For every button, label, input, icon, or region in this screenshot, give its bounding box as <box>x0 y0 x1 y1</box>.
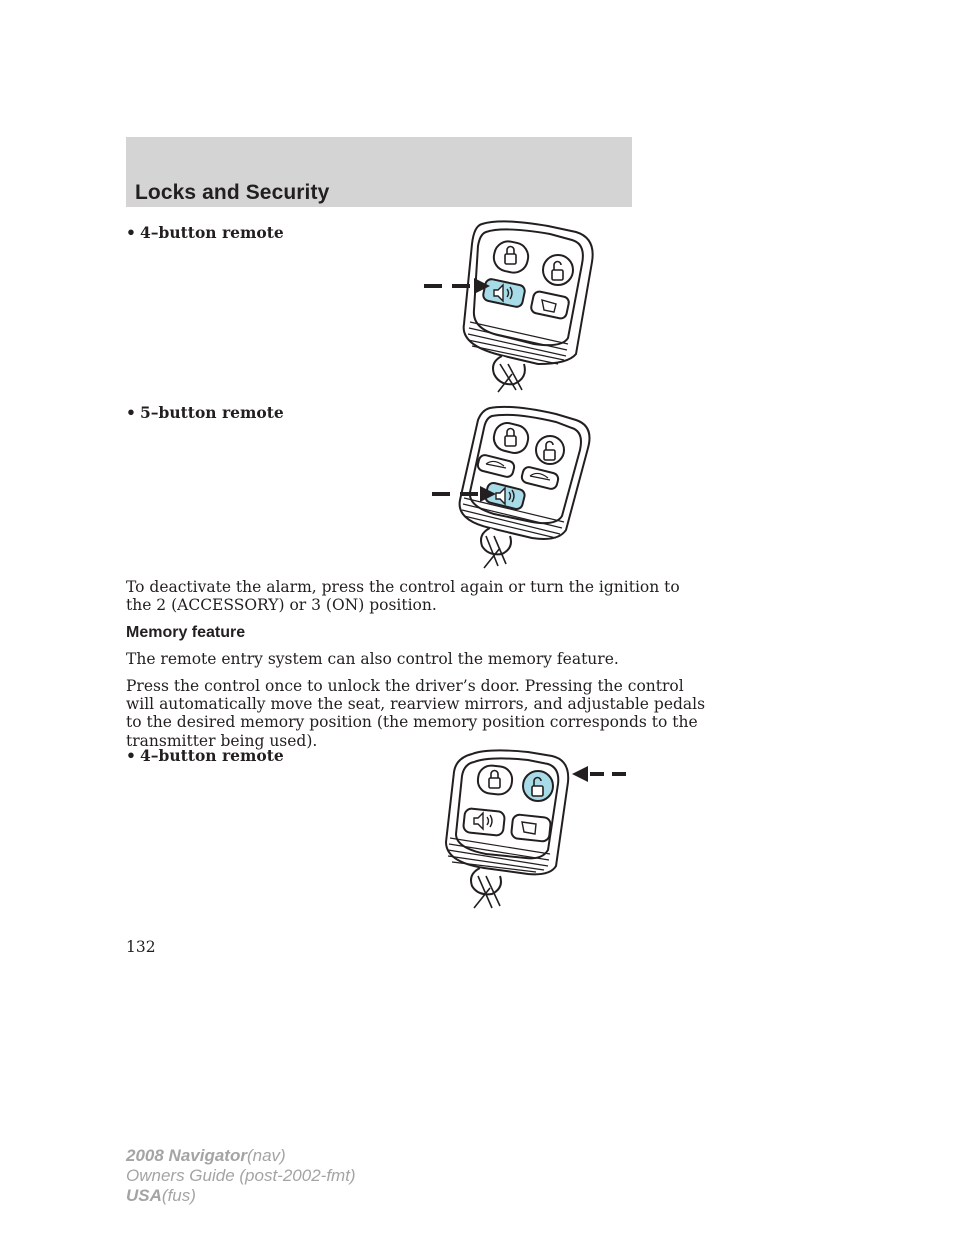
bullet-4-button-remote-alarm <box>126 223 284 242</box>
four-button-remote-unlock-figure <box>432 746 628 912</box>
document-footer <box>126 1146 356 1206</box>
unlock-button-highlighted <box>523 771 553 801</box>
bullet-dot: • <box>126 223 136 242</box>
unlock-button <box>536 436 564 464</box>
bullet-label: 4–button remote <box>140 746 284 765</box>
footer-model-code: (nav) <box>246 1146 286 1165</box>
bullet-dot: • <box>126 403 136 422</box>
lock-button <box>477 764 514 795</box>
deactivate-alarm-paragraph <box>126 578 680 615</box>
memory-feature-heading: Memory feature <box>126 624 246 641</box>
unlock-button <box>543 255 573 285</box>
text-line: to the desired memory position (the memory position corresponds to the <box>126 713 698 732</box>
bullet-dot: • <box>126 746 136 765</box>
text-line: the 2 (ACCESSORY) or 3 (ON) position. <box>126 596 437 615</box>
bullet-label: 5–button remote <box>140 403 284 422</box>
panic-button <box>463 808 505 836</box>
memory-description-paragraph <box>126 677 706 750</box>
footer-line-model <box>126 1146 356 1166</box>
pointer-arrow <box>572 766 626 782</box>
text-line: Press the control once to unlock the driver’s door. Pressing the control <box>126 677 684 695</box>
section-header-band <box>126 137 632 207</box>
memory-intro-paragraph: The remote entry system can also control the memory feature. <box>126 650 619 668</box>
four-button-remote-panic-figure <box>418 214 598 394</box>
trunk-button <box>511 814 551 842</box>
page-number: 132 <box>126 938 156 956</box>
footer-model: 2008 Navigator <box>126 1146 247 1165</box>
bullet-5-button-remote-alarm <box>126 403 284 422</box>
bullet-label: 4–button remote <box>140 223 284 242</box>
footer-line-market <box>126 1186 356 1206</box>
footer-guide: Owners Guide (post-2002-fmt) <box>126 1166 356 1185</box>
key-fob-body <box>464 221 593 392</box>
text-line: transmitter being used). <box>126 731 318 750</box>
text-line: will automatically move the seat, rearview mirrors, and adjustable pedals <box>126 695 706 714</box>
section-title: Locks and Security <box>135 181 330 204</box>
bullet-4-button-remote-memory <box>126 746 284 765</box>
five-button-remote-panic-figure <box>428 402 598 574</box>
footer-market-code: (fus) <box>161 1186 196 1205</box>
footer-market: USA <box>126 1186 162 1205</box>
text-line: To deactivate the alarm, press the control again or turn the ignition to <box>126 578 680 596</box>
